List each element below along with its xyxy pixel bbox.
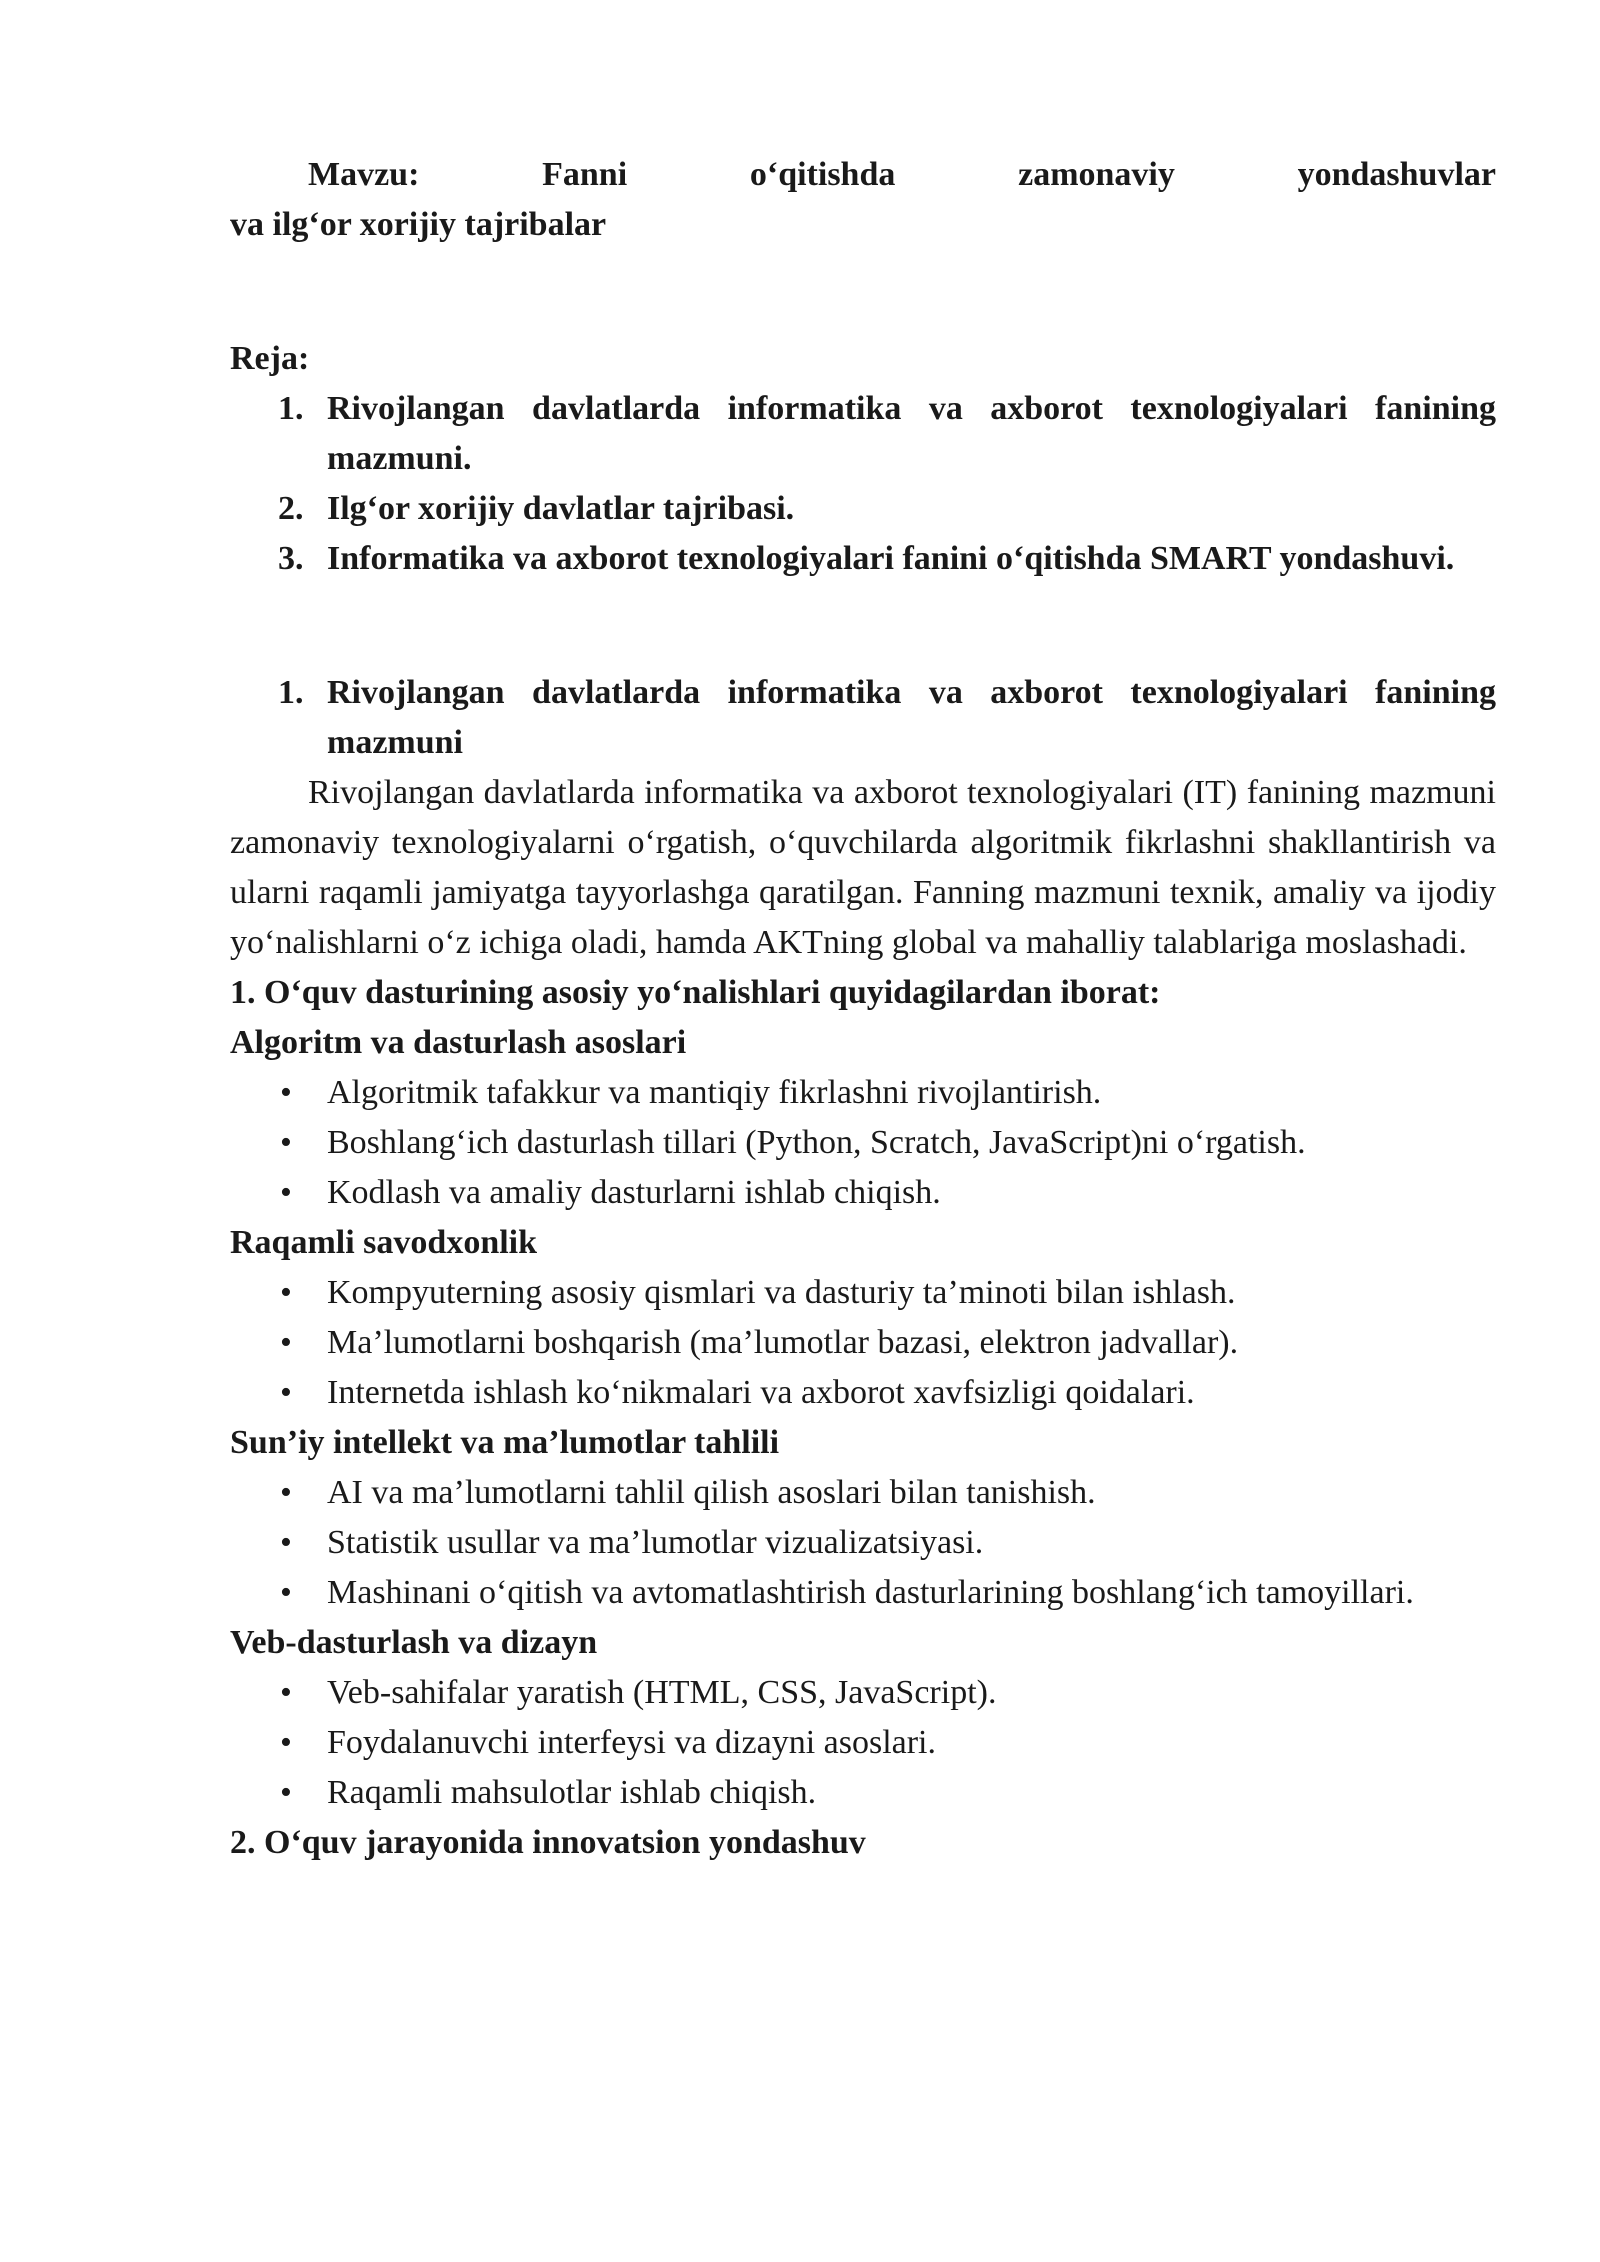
list-item-text: AI va ma’lumotlarni tahlil qilish asoslari bilan tanishish. <box>327 1474 1096 1511</box>
bullet-icon: • <box>280 1774 292 1811</box>
plan-item-number: 3. <box>278 540 304 577</box>
spacer <box>230 250 1496 334</box>
subsection-heading: 1. O‘quv dasturining asosiy yo‘nalishlari quyidagilardan iborat: <box>230 974 1161 1011</box>
plan-heading: Reja: <box>230 340 310 377</box>
list-item <box>230 1368 1496 1418</box>
section-paragraph: Rivojlangan davlatlarda informatika va axborot texnologiyalari (IT) fanining mazmuni zamonaviy texnologiyalarni o‘rgatish, o‘quvchilarda algoritmik fikrlashni shakllantirish va ularni raqamli jamiyatga tayyorlashga qaratilgan. Fanning mazmuni texnik, amaliy va ijodiy yo‘nalishlarni o‘z ichiga oladi, hamda AKTning global va mahalliy talablariga moslashadi. <box>230 774 1496 961</box>
list-item <box>230 1568 1496 1618</box>
document-title-line-2: va ilg‘or xorijiy tajribalar <box>230 206 607 243</box>
subsection-heading: 2. O‘quv jarayonida innovatsion yondashuv <box>230 1824 866 1861</box>
list-item <box>230 1268 1496 1318</box>
plan-item <box>230 534 1496 584</box>
plan-item-text: Ilg‘or xorijiy davlatlar tajribasi. <box>327 490 795 527</box>
list-item <box>230 1068 1496 1118</box>
list-item-text: Veb-sahifalar yaratish (HTML, CSS, JavaScript). <box>327 1674 997 1711</box>
group-title: Raqamli savodxonlik <box>230 1224 538 1261</box>
bullet-icon: • <box>280 1724 292 1761</box>
bullet-icon: • <box>280 1274 292 1311</box>
bullet-icon: • <box>280 1374 292 1411</box>
list-item <box>230 1168 1496 1218</box>
list-item-text: Mashinani o‘qitish va avtomatlashtirish dasturlarining boshlang‘ich tamoyillari. <box>327 1574 1414 1611</box>
list-item-text: Kodlash va amaliy dasturlarni ishlab chiqish. <box>327 1174 941 1211</box>
plan-item <box>230 384 1496 484</box>
list-item-text: Kompyuterning asosiy qismlari va dasturiy ta’minoti bilan ishlash. <box>327 1274 1236 1311</box>
bullet-icon: • <box>280 1124 292 1161</box>
plan-item-text: Informatika va axborot texnologiyalari fanini o‘qitishda SMART yondashuvi. <box>327 540 1455 577</box>
bullet-icon: • <box>280 1574 292 1611</box>
document-content <box>230 150 1496 1868</box>
section-heading-text: Rivojlangan davlatlarda informatika va axborot texnologiyalari fanining mazmuni <box>327 674 1496 761</box>
list-item <box>230 1718 1496 1768</box>
document-title-line-1: Mavzu: Fanni o‘qitishda zamonaviy yondashuvlar <box>308 156 1496 193</box>
list-item-text: Foydalanuvchi interfeysi va dizayni asoslari. <box>327 1724 936 1761</box>
bullet-icon: • <box>280 1074 292 1111</box>
section-heading-list <box>230 668 1496 768</box>
plan-item-number: 1. <box>278 390 304 427</box>
bullet-icon: • <box>280 1324 292 1361</box>
list-item-text: Internetda ishlash ko‘nikmalari va axborot xavfsizligi qoidalari. <box>327 1374 1195 1411</box>
bullet-icon: • <box>280 1474 292 1511</box>
list-item-text: Ma’lumotlarni boshqarish (ma’lumotlar bazasi, elektron jadvallar). <box>327 1324 1239 1361</box>
plan-item-text: Rivojlangan davlatlarda informatika va axborot texnologiyalari fanining mazmuni. <box>327 390 1496 477</box>
list-item <box>230 1768 1496 1818</box>
bullet-list <box>230 1068 1496 1218</box>
spacer <box>230 584 1496 668</box>
list-item <box>230 1318 1496 1368</box>
plan-list <box>230 384 1496 584</box>
list-item <box>230 1668 1496 1718</box>
bullet-icon: • <box>280 1174 292 1211</box>
bullet-list <box>230 1668 1496 1818</box>
bullet-list <box>230 1468 1496 1618</box>
list-item-text: Statistik usullar va ma’lumotlar vizualizatsiyasi. <box>327 1524 984 1561</box>
group-title: Sun’iy intellekt va ma’lumotlar tahlili <box>230 1424 780 1461</box>
group-title: Algoritm va dasturlash asoslari <box>230 1024 687 1061</box>
section-heading <box>230 668 1496 768</box>
list-item <box>230 1518 1496 1568</box>
plan-item <box>230 484 1496 534</box>
group-title: Veb-dasturlash va dizayn <box>230 1624 598 1661</box>
list-item-text: Boshlang‘ich dasturlash tillari (Python, Scratch, JavaScript)ni o‘rgatish. <box>327 1124 1306 1161</box>
list-item-text: Raqamli mahsulotlar ishlab chiqish. <box>327 1774 817 1811</box>
list-item-text: Algoritmik tafakkur va mantiqiy fikrlashni rivojlantirish. <box>327 1074 1102 1111</box>
bullet-icon: • <box>280 1674 292 1711</box>
list-item <box>230 1468 1496 1518</box>
bullet-list <box>230 1268 1496 1418</box>
bullet-icon: • <box>280 1524 292 1561</box>
plan-item-number: 2. <box>278 490 304 527</box>
list-item <box>230 1118 1496 1168</box>
section-heading-number: 1. <box>278 674 304 711</box>
